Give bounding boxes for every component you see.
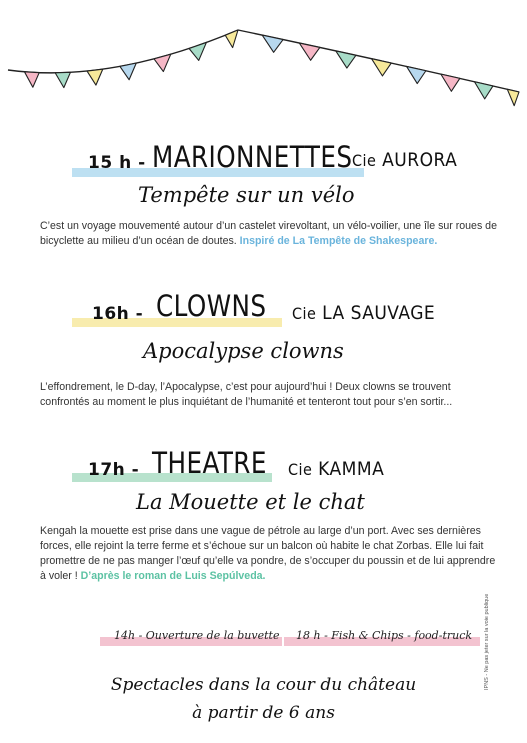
- pennant-flag: [299, 43, 320, 60]
- description-reference: Inspiré de La Tempête de Shakespeare.: [239, 235, 438, 247]
- pennant-flag: [407, 66, 426, 83]
- buvette-text: 14h - Ouverture de la buvette: [114, 629, 280, 642]
- pennant-flag: [55, 72, 70, 87]
- venue-line: Spectacles dans la cour du château: [110, 675, 417, 695]
- show-description: [40, 524, 500, 584]
- age-line: à partir de 6 ans: [192, 703, 335, 723]
- pennant-flag: [474, 82, 492, 99]
- show-description: [40, 219, 500, 249]
- show-title: Tempête sur un vélo: [138, 183, 355, 207]
- pennant-flag: [120, 63, 136, 80]
- show-time: 16h -: [92, 304, 144, 324]
- show-company: [352, 149, 457, 171]
- show-description: [40, 380, 500, 410]
- company-name: LA SAUVAGE: [322, 302, 436, 324]
- pennant-flag: [441, 74, 460, 91]
- foodtruck-text: 18 h - Fish & Chips - food-truck: [296, 629, 473, 642]
- show-genre: THEATRE: [152, 446, 267, 480]
- pennant-flag: [154, 54, 171, 71]
- description-text: Kengah la mouette est prise dans une vague de pétrole au large d’un port. Avec ses dernières forces, elle rejoint la terre ferme et s’échoue sur un balcon où habite le chat Zorbas. Elle lui fait promettre de ne pas manger l’œuf qu’elle va pondre, de s’occuper du poussin et de lui apprendre à voler !: [40, 525, 496, 582]
- show-company: [288, 458, 384, 480]
- company-name: KAMMA: [318, 458, 385, 480]
- description-text: C’est un voyage mouvementé autour d’un castelet virevoltant, un vélo-voilier, une île sur roues de bicyclette au milieu d’un océan de doutes.: [40, 220, 497, 247]
- show-title: Apocalypse clowns: [143, 339, 344, 363]
- company-prefix: Cie: [288, 460, 313, 479]
- show-genre: MARIONNETTES: [152, 140, 353, 174]
- legal-credit: IPNS - Ne pas jeter sur la voie publique: [484, 593, 490, 690]
- show-time: 17h -: [88, 460, 140, 480]
- show-time: 15 h -: [88, 153, 146, 173]
- pennant-flag: [225, 30, 238, 48]
- pennant-flag: [372, 59, 392, 76]
- pennant-flag: [507, 89, 519, 105]
- description-reference: D’après le roman de Luis Sepúlveda.: [80, 570, 266, 582]
- pennant-flag: [189, 42, 206, 60]
- company-prefix: Cie: [352, 151, 377, 170]
- bunting-garland: [0, 0, 527, 130]
- show-genre: CLOWNS: [156, 289, 267, 323]
- pennant-flag: [24, 72, 39, 87]
- pennant-flag: [262, 35, 283, 52]
- description-text: L’effondrement, le D-day, l’Apocalypse, c’est pour aujourd’hui ! Deux clowns se trouvent confrontés au moment le plus inquiétant de l’humanité et tenteront tout pour s’en sortir...: [40, 381, 453, 408]
- company-name: AURORA: [382, 149, 458, 171]
- company-prefix: Cie: [292, 304, 317, 323]
- show-company: [292, 302, 435, 324]
- show-title: La Mouette et le chat: [136, 490, 365, 514]
- pennant-flag: [336, 51, 356, 68]
- pennant-flag: [87, 69, 103, 85]
